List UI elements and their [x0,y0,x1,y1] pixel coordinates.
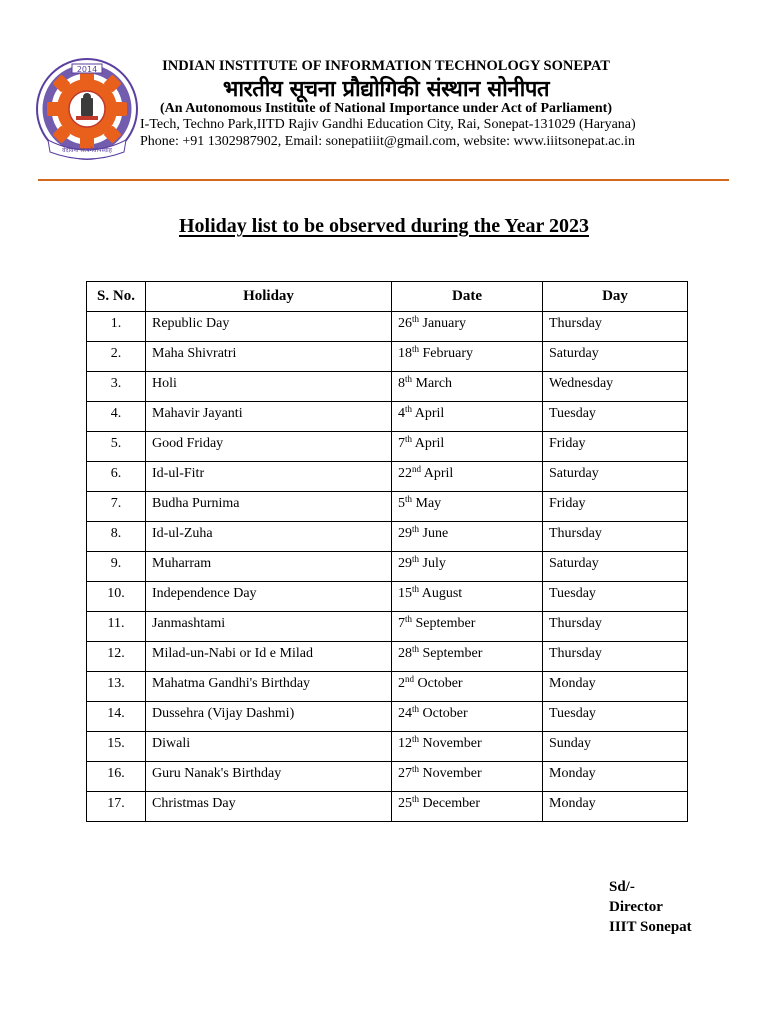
date-month: November [422,766,482,781]
cell-date [392,732,543,762]
date-day-number: 7 [398,436,405,451]
institute-contact: Phone: +91 1302987902, Email: sonepatiiit@gmail.com, website: www.iiitsonepat.ac.in [140,134,636,149]
table-row [87,732,688,762]
cell-date [392,582,543,612]
cell-date [392,612,543,642]
table-row [87,672,688,702]
date-month: November [422,736,482,751]
cell-holiday: Mahatma Gandhi's Birthday [146,672,392,702]
cell-sno: 8. [87,522,146,552]
cell-holiday: Holi [146,372,392,402]
date-month: June [422,526,449,541]
date-day-number: 5 [398,496,405,511]
date-day-number: 8 [398,376,405,391]
date-ordinal-suffix: th [412,314,420,324]
table-row [87,612,688,642]
cell-holiday: Id-ul-Zuha [146,522,392,552]
date-day-number: 2 [398,676,405,691]
date-ordinal-suffix: th [405,494,413,504]
date-day-number: 22 [398,466,412,481]
cell-holiday: Milad-un-Nabi or Id e Milad [146,642,392,672]
cell-date [392,522,543,552]
date-month: August [421,586,463,601]
cell-day: Friday [543,492,688,522]
date-day-number: 28 [398,646,412,661]
institute-subtitle: (An Autonomous Institute of National Importance under Act of Parliament) [159,101,612,116]
table-row [87,582,688,612]
cell-holiday: Republic Day [146,312,392,342]
date-month: April [414,436,445,451]
table-row [87,762,688,792]
cell-date [392,342,543,372]
date-month: September [422,646,483,661]
date-ordinal-suffix: th [405,404,413,414]
cell-date [392,642,543,672]
signature-sd: Sd/- [609,879,635,895]
cell-sno: 5. [87,432,146,462]
cell-date [392,762,543,792]
cell-day: Friday [543,432,688,462]
cell-holiday: Christmas Day [146,792,392,822]
date-day-number: 27 [398,766,412,781]
cell-holiday: Budha Purnima [146,492,392,522]
column-header-sno: S. No. [87,282,146,312]
date-day-number: 26 [398,316,412,331]
cell-sno: 4. [87,402,146,432]
cell-sno: 3. [87,372,146,402]
table-row [87,402,688,432]
signature-block [609,877,692,937]
cell-sno: 16. [87,762,146,792]
table-row [87,492,688,522]
institute-name-hindi: भारतीय सूचना प्रौद्योगिकी संस्थान सोनीपत [222,77,550,102]
cell-sno: 12. [87,642,146,672]
institute-address: I-Tech, Techno Park,IITD Rajiv Gandhi Education City, Rai, Sonepat-131029 (Haryana) [140,117,636,132]
cell-day: Tuesday [543,702,688,732]
cell-holiday: Janmashtami [146,612,392,642]
column-header-date: Date [392,282,543,312]
date-ordinal-suffix: th [412,554,420,564]
cell-sno: 7. [87,492,146,522]
document-title-text: Holiday list to be observed during the Year 2023 [178,215,589,237]
date-month: January [422,316,467,331]
cell-holiday: Id-ul-Fitr [146,462,392,492]
date-month: July [422,556,446,571]
cell-day: Saturday [543,552,688,582]
signature-designation: Director [609,899,663,915]
table-row [87,522,688,552]
logo-year: 2014 [76,65,98,74]
date-ordinal-suffix: th [412,584,420,594]
date-day-number: 29 [398,526,412,541]
cell-date [392,672,543,702]
date-month: December [422,796,481,811]
cell-sno: 1. [87,312,146,342]
signature-institute: IIIT Sonepat [609,919,692,935]
table-header-row [87,282,688,312]
cell-day: Wednesday [543,372,688,402]
date-ordinal-suffix: nd [412,464,421,474]
date-month: April [414,406,445,421]
date-day-number: 15 [398,586,412,601]
cell-sno: 11. [87,612,146,642]
holiday-table [86,281,688,822]
cell-holiday: Good Friday [146,432,392,462]
institute-name-english: INDIAN INSTITUTE OF INFORMATION TECHNOLOGY SONEPAT [162,58,610,74]
date-month: October [422,706,468,721]
table-row [87,372,688,402]
column-header-holiday: Holiday [146,282,392,312]
cell-holiday: Diwali [146,732,392,762]
date-month: October [417,676,463,691]
date-ordinal-suffix: th [412,644,420,654]
date-ordinal-suffix: th [412,794,420,804]
cell-date [392,312,543,342]
cell-day: Sunday [543,732,688,762]
document-title [0,215,768,238]
table-row [87,552,688,582]
cell-day: Saturday [543,462,688,492]
date-month: September [415,616,476,631]
date-ordinal-suffix: th [405,374,413,384]
cell-sno: 2. [87,342,146,372]
cell-date [392,402,543,432]
date-ordinal-suffix: th [412,704,420,714]
cell-day: Monday [543,792,688,822]
cell-holiday: Independence Day [146,582,392,612]
table-row [87,642,688,672]
cell-day: Thursday [543,612,688,642]
cell-date [392,492,543,522]
cell-day: Tuesday [543,582,688,612]
institute-logo [34,56,140,162]
date-month: May [415,496,442,511]
cell-day: Saturday [543,342,688,372]
date-ordinal-suffix: th [412,524,420,534]
date-ordinal-suffix: nd [405,674,414,684]
cell-date [392,792,543,822]
cell-sno: 9. [87,552,146,582]
date-day-number: 18 [398,346,412,361]
date-ordinal-suffix: th [412,734,420,744]
table-row [87,462,688,492]
date-month: April [423,466,454,481]
cell-holiday: Dussehra (Vijay Dashmi) [146,702,392,732]
cell-date [392,702,543,732]
logo-motto: वेदविना सत्यमेवोपस्वाह [62,147,112,154]
date-month: February [422,346,474,361]
cell-date [392,372,543,402]
cell-holiday: Maha Shivratri [146,342,392,372]
date-ordinal-suffix: th [405,434,413,444]
date-day-number: 25 [398,796,412,811]
date-ordinal-suffix: th [412,764,420,774]
cell-day: Monday [543,762,688,792]
date-day-number: 12 [398,736,412,751]
cell-day: Monday [543,672,688,702]
cell-sno: 6. [87,462,146,492]
cell-holiday: Mahavir Jayanti [146,402,392,432]
date-day-number: 29 [398,556,412,571]
table-row [87,432,688,462]
cell-sno: 13. [87,672,146,702]
table-row [87,342,688,372]
cell-day: Tuesday [543,402,688,432]
cell-date [392,432,543,462]
column-header-day: Day [543,282,688,312]
cell-sno: 15. [87,732,146,762]
table-row [87,792,688,822]
date-ordinal-suffix: th [405,614,413,624]
cell-date [392,552,543,582]
cell-holiday: Muharram [146,552,392,582]
cell-day: Thursday [543,522,688,552]
date-day-number: 7 [398,616,405,631]
table-row [87,702,688,732]
cell-date [392,462,543,492]
cell-holiday: Guru Nanak's Birthday [146,762,392,792]
date-month: March [415,376,453,391]
cell-sno: 17. [87,792,146,822]
date-day-number: 4 [398,406,405,421]
date-ordinal-suffix: th [412,344,420,354]
cell-day: Thursday [543,312,688,342]
header-divider [38,179,729,181]
date-day-number: 24 [398,706,412,721]
cell-sno: 14. [87,702,146,732]
cell-day: Thursday [543,642,688,672]
table-row [87,312,688,342]
cell-sno: 10. [87,582,146,612]
